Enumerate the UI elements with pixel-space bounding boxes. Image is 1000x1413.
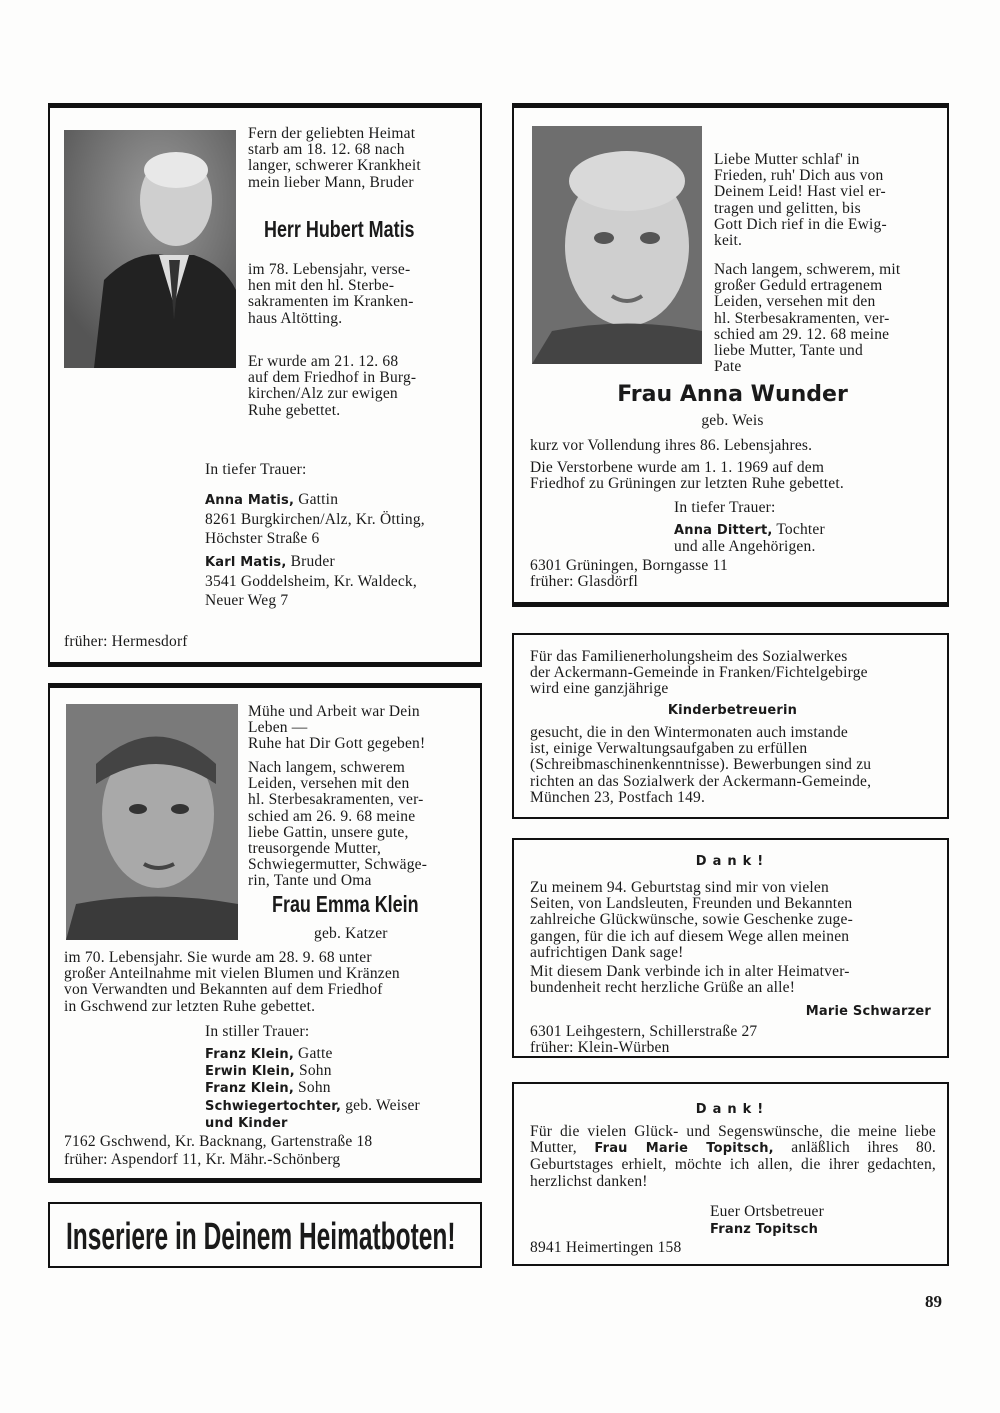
origin-text: früher: Glasdörfl	[530, 573, 638, 591]
mourner-address: 8261 Burgkirchen/Alz, Kr. Ötting,	[205, 511, 425, 529]
death-line: hl. Sterbesakramenten, ver-	[714, 309, 890, 327]
mourner-entry	[205, 1046, 475, 1063]
intro-line: Für das Familienerholungsheim des Sozialwerkes	[530, 648, 848, 665]
burial-line: großer Anteilnahme mit vielen Blumen und Kränzen	[64, 965, 400, 983]
poem-line: Ruhe hat Dir Gott gegeben!	[248, 735, 426, 753]
body-line: bundenheit recht herzliche Grüße an alle!	[530, 979, 796, 997]
burial-line: Friedhof zu Grüningen zur letzten Ruhe gebettet.	[530, 475, 844, 493]
deceased-name: Frau Anna Wunder	[617, 382, 848, 407]
mourner-entry	[205, 1115, 475, 1132]
death-line: Leiden, versehen mit den	[714, 293, 876, 311]
thanks-title: Dank!	[695, 1102, 770, 1117]
page-number: 89	[925, 1292, 942, 1311]
mourner-role: Gatte	[293, 1045, 333, 1062]
death-line: treusorgende Mutter,	[248, 840, 382, 858]
job-position: Kinderbetreuerin	[667, 703, 798, 718]
burial-line: auf dem Friedhof in Burg-	[248, 369, 417, 387]
mourner-name: Franz Klein,	[205, 1081, 294, 1097]
thanks-body	[530, 1124, 936, 1190]
thank-you-schwarzer	[512, 838, 949, 1058]
mourner-role: Sohn	[293, 1079, 331, 1097]
address-text: 7162 Gschwend, Kr. Backnang, Gartenstraße 18	[64, 1133, 373, 1150]
detail-line: hen mit den hl. Sterbe-	[248, 277, 395, 295]
signature: Marie Schwarzer	[805, 1004, 931, 1019]
burial-line: in Gschwend zur letzten Ruhe gebettet.	[64, 997, 316, 1015]
mourner-entry	[205, 1098, 475, 1115]
body-line: ist, einige Verwaltungsaufgaben zu erfüllen	[530, 740, 808, 758]
body-line: München 23, Postfach 149.	[530, 788, 706, 806]
mourner-entry	[205, 554, 480, 571]
mourner-address: Höchster Straße 6	[205, 530, 320, 548]
mourning-label: In stiller Trauer:	[205, 1023, 310, 1040]
intro-line: starb am 18. 12. 68 nach	[248, 141, 405, 159]
detail-line: sakramenten im Kranken-	[248, 293, 414, 311]
thank-you-topitsch	[512, 1082, 949, 1266]
portrait-photo-hubert-matis	[64, 130, 236, 368]
origin-text: früher: Klein-Würben	[530, 1039, 670, 1057]
deceased-name: Frau Emma Klein	[272, 891, 419, 917]
address-text: 6301 Grüningen, Borngasse 11	[530, 557, 728, 574]
death-line: Nach langem, schwerem, mit	[714, 261, 901, 278]
death-line: schied am 26. 9. 68 meine	[248, 807, 416, 825]
burial-line: Er wurde am 21. 12. 68	[248, 353, 399, 370]
intro-line: wird eine ganzjährige	[530, 680, 669, 698]
mourner-entry	[205, 1063, 475, 1080]
job-advertisement	[512, 633, 949, 819]
mourner-name: Karl Matis,	[205, 554, 287, 570]
poem-line: Liebe Mutter schlaf' in	[714, 151, 860, 168]
address-text: 6301 Leihgestern, Schillerstraße 27	[530, 1023, 758, 1040]
portrait-photo-emma-klein	[66, 704, 238, 940]
origin-text: früher: Hermesdorf	[64, 633, 188, 650]
detail-line: haus Altötting.	[248, 309, 343, 327]
mourner-extra: und alle Angehörigen.	[674, 538, 816, 556]
burial-line: kirchen/Alz zur ewigen	[248, 385, 398, 403]
mourner-name: Anna Matis,	[205, 493, 295, 508]
intro-line: Fern der geliebten Heimat	[248, 125, 416, 142]
poem-line: Gott Dich rief in die Ewig-	[714, 215, 887, 233]
death-line: Leiden, versehen mit den	[248, 775, 410, 793]
signature: Franz Topitsch	[710, 1222, 819, 1237]
address-text: 8941 Heimertingen 158	[530, 1239, 682, 1256]
body-text: Für die vielen Glück- und Segenswünsche, die meine liebe Mutter,	[530, 1123, 936, 1157]
death-line: rin, Tante und Oma	[248, 872, 372, 890]
body-line: Mit diesem Dank verbinde ich in alter Heimatver-	[530, 963, 850, 980]
burial-line: von Verwandten und Bekannten auf dem Friedhof	[64, 981, 383, 999]
mourner-role: Sohn	[294, 1062, 332, 1080]
honoree-name: Frau Marie Topitsch,	[594, 1141, 774, 1157]
deceased-name: Herr Hubert Matis	[264, 216, 415, 242]
mourner-role: Tochter	[772, 521, 825, 538]
body-line: gangen, für die ich auf diesem Wege allen meinen	[530, 927, 850, 945]
mourner-name: und Kinder	[205, 1115, 288, 1131]
body-line: Seiten, von Landsleuten, Freunden und Bekannten	[530, 895, 853, 913]
body-line: zahlreiche Glückwünsche, sowie Geschenke zuge-	[530, 911, 853, 929]
mourner-name: Erwin Klein,	[205, 1064, 295, 1080]
maiden-name: geb. Weis	[701, 412, 764, 429]
intro-line: der Ackermann-Gemeinde in Franken/Fichtelgebirge	[530, 664, 868, 682]
advertisement-banner	[48, 1202, 482, 1268]
intro-line: langer, schwerer Krankheit	[248, 157, 421, 175]
mourner-entry	[205, 492, 480, 509]
poem-line: Frieden, ruh' Dich aus von	[714, 167, 884, 185]
mourner-name: Schwiegertochter,	[205, 1098, 342, 1114]
portrait-photo-anna-wunder	[532, 126, 702, 364]
maiden-name: geb. Katzer	[314, 925, 388, 942]
intro-line: mein lieber Mann, Bruder	[248, 173, 414, 191]
mourner-role: Bruder	[286, 552, 335, 570]
closing-text: Euer Ortsbetreuer	[710, 1203, 824, 1220]
death-line: Nach langem, schwerem	[248, 759, 405, 776]
burial-line: Die Verstorbene wurde am 1. 1. 1969 auf dem	[530, 459, 825, 476]
body-line: (Schreibmaschinenkenntnisse). Bewerbungen sind zu	[530, 756, 872, 774]
mourning-label: In tiefer Trauer:	[205, 461, 307, 478]
thanks-title: Dank!	[695, 854, 770, 869]
mourner-entry	[674, 522, 825, 539]
obituary-anna-wunder	[512, 106, 949, 604]
mourner-entry	[205, 1080, 475, 1097]
body-line: richten an das Sozialwerk der Ackermann-Gemeinde,	[530, 772, 872, 790]
death-line: schied am 29. 12. 68 meine	[714, 325, 890, 343]
mourner-address: 3541 Goddelsheim, Kr. Waldeck,	[205, 572, 417, 590]
death-line: großer Geduld ertragenem	[714, 277, 883, 295]
obituary-hubert-matis	[48, 106, 482, 664]
body-line: aufrichtigen Dank sage!	[530, 943, 684, 961]
obituary-emma-klein	[48, 686, 482, 1180]
death-line: liebe Gattin, unsere gute,	[248, 823, 409, 841]
poem-line: Mühe und Arbeit war Dein	[248, 703, 420, 720]
death-line: liebe Mutter, Tante und	[714, 342, 863, 360]
mourning-label: In tiefer Trauer:	[674, 499, 776, 516]
body-line: gesucht, die in den Wintermonaten auch imstande	[530, 724, 848, 741]
origin-text: früher: Aspendorf 11, Kr. Mähr.-Schönberg	[64, 1151, 341, 1169]
age-text: kurz vor Vollendung ihres 86. Lebensjahres.	[530, 437, 813, 454]
death-line: hl. Sterbesakramenten, ver-	[248, 791, 424, 809]
mourner-role: Gattin	[294, 491, 339, 508]
mourner-role: geb. Weiser	[341, 1096, 420, 1114]
body-text: anläßlich ihres 80. Geburtstages erhielt, möchte ich allen, die ihrer gedachten, herzlichst danken!	[530, 1139, 936, 1190]
poem-line: Deinem Leid! Hast viel er-	[714, 183, 886, 201]
death-line: Pate	[714, 358, 742, 376]
burial-line: Ruhe gebettet.	[248, 401, 341, 419]
mourner-address: Neuer Weg 7	[205, 592, 289, 610]
burial-line: im 70. Lebensjahr. Sie wurde am 28. 9. 68 unter	[64, 949, 372, 966]
poem-line: Leben —	[248, 719, 308, 737]
body-line: Zu meinem 94. Geburtstag sind mir von vielen	[530, 879, 829, 896]
advertisement-text: Inseriere in Deinem Heimatboten!	[66, 1216, 456, 1258]
poem-line: keit.	[714, 232, 743, 250]
death-line: Schwiegermutter, Schwäge-	[248, 856, 428, 874]
poem-line: tragen und gelitten, bis	[714, 199, 861, 217]
mourner-name: Anna Dittert,	[674, 523, 773, 538]
detail-line: im 78. Lebensjahr, verse-	[248, 261, 411, 278]
mourner-name: Franz Klein,	[205, 1047, 294, 1062]
